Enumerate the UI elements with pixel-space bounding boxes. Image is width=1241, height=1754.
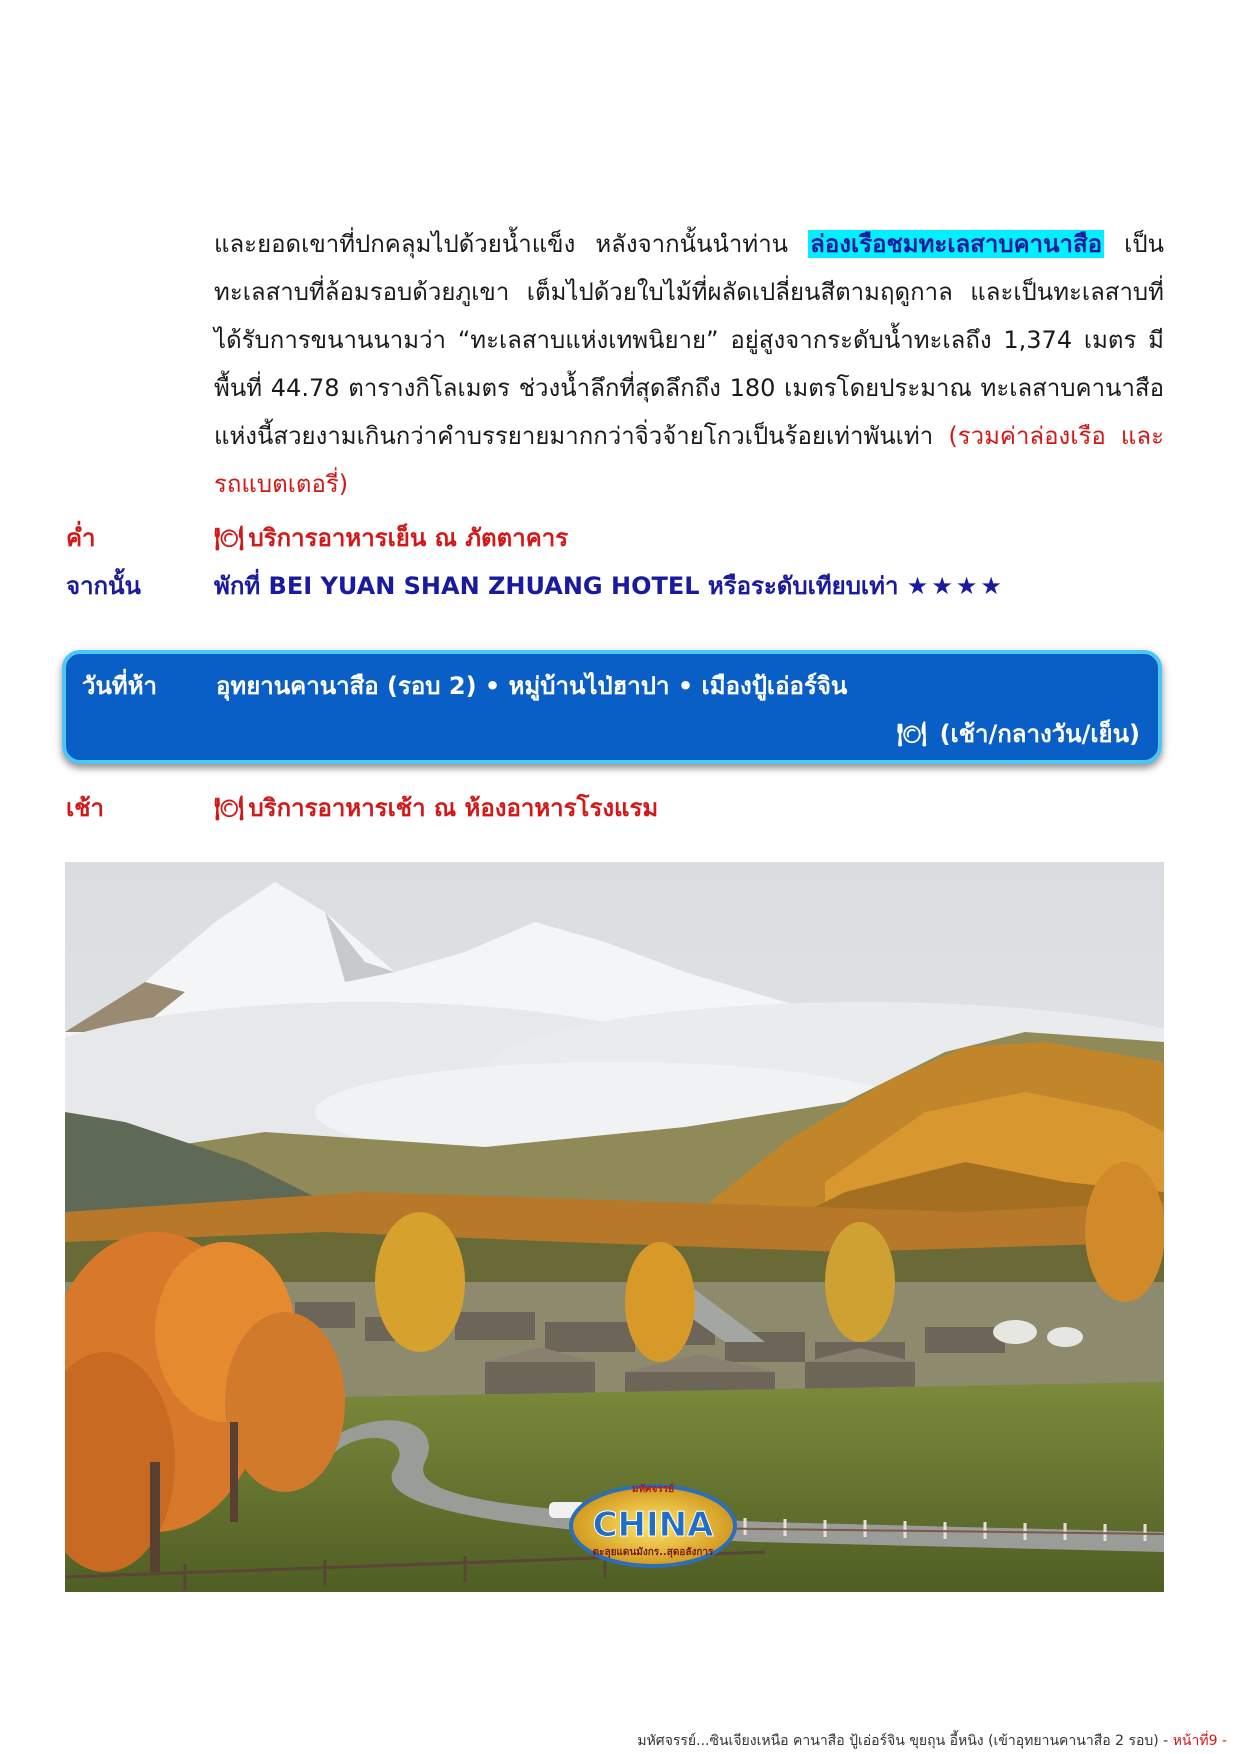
day-meals <box>897 714 1140 753</box>
breakfast-row <box>66 788 1166 828</box>
breakfast-label: เช้า <box>66 794 104 822</box>
hotel-label: จากนั้น <box>66 572 141 600</box>
meal-icon: 🍽 <box>896 720 928 748</box>
day-label: วันที่ห้า <box>82 672 157 700</box>
paragraph-text-2: เป็นทะเลสาบที่ล้อมรอบด้วยภูเขา เต็มไปด้วยใบไม้ที่ผลัดเปลี่ยนสีตามฤดูกาล และเป็นทะเลสาบที่ได้รับการขนานนามว่า “ทะเลสาบแห่งเทพนิยาย” อยู่สูงจากระดับน้ำทะเลถึง 1,374 เมตร มีพื้นที่ 44.78 ตารางกิโลเมตร ช่วงน้ำลึกที่สุดลึกถึง 180 เมตรโดยประมาณ ทะเลสาบคานาสือแห่งนี้สวยงามเกินกว่าคำบรรยายมากกว่าจิ่วจ้ายโกวเป็นร้อยเท่าพันเท่า <box>214 230 1164 450</box>
hotel-row <box>66 566 1166 606</box>
breakfast-content <box>214 788 658 827</box>
star-rating-icon: ★★★★ <box>906 572 1005 600</box>
dinner-text: บริการอาหารเย็น ณ ภัตตาคาร <box>248 524 569 552</box>
page-footer <box>637 1730 1227 1752</box>
footer-text: มหัศจรรย์...ซินเจียงเหนือ คานาสือ ปู้เอ่อร์จิน ขุยถุน อี้หนิง (เข้าอุทยานคานาสือ 2 รอบ) - <box>637 1733 1173 1749</box>
hotel-content <box>214 566 1005 605</box>
dinner-content <box>214 518 568 557</box>
day-five-banner <box>62 650 1162 764</box>
village-photo <box>65 862 1164 1592</box>
meal-icon: 🍽 <box>214 524 245 552</box>
logo-sub-text: ตะลุยแดนมังกร..สุดอลังการ <box>592 1547 714 1558</box>
dinner-label: ค่ำ <box>66 524 96 552</box>
logo-top-text: มหัศจรรย์ <box>632 1484 674 1495</box>
breakfast-text: บริการอาหารเช้า ณ ห้องอาหารโรงแรม <box>248 794 659 822</box>
logo-main-text: CHINA <box>592 1505 714 1545</box>
meal-icon: 🍽 <box>214 794 245 822</box>
included-note: (รวมค่าล่องเรือ และรถแบตเตอรี่) <box>214 422 1164 498</box>
day-meals-text: (เช้า/กลางวัน/เย็น) <box>939 720 1140 748</box>
boat-trip-highlight: ล่องเรือชมทะเลสาบคานาสือ <box>810 230 1103 258</box>
hotel-text: พักที่ BEI YUAN SHAN ZHUANG HOTEL หรือระดับเทียบเท่า <box>214 572 899 600</box>
paragraph-text-1: และยอดเขาที่ปกคลุมไปด้วยน้ำแข็ง หลังจากนั้นนำท่าน <box>214 230 809 258</box>
china-logo-icon <box>571 1483 735 1566</box>
day-route: อุทยานคานาสือ (รอบ 2) • หมู่บ้านไป่ฮาปา • เมืองปู้เอ่อร์จิน <box>216 672 848 700</box>
description-paragraph <box>214 220 1164 508</box>
dinner-row <box>66 518 1166 558</box>
page-number: หน้าที่9 - <box>1172 1733 1227 1749</box>
